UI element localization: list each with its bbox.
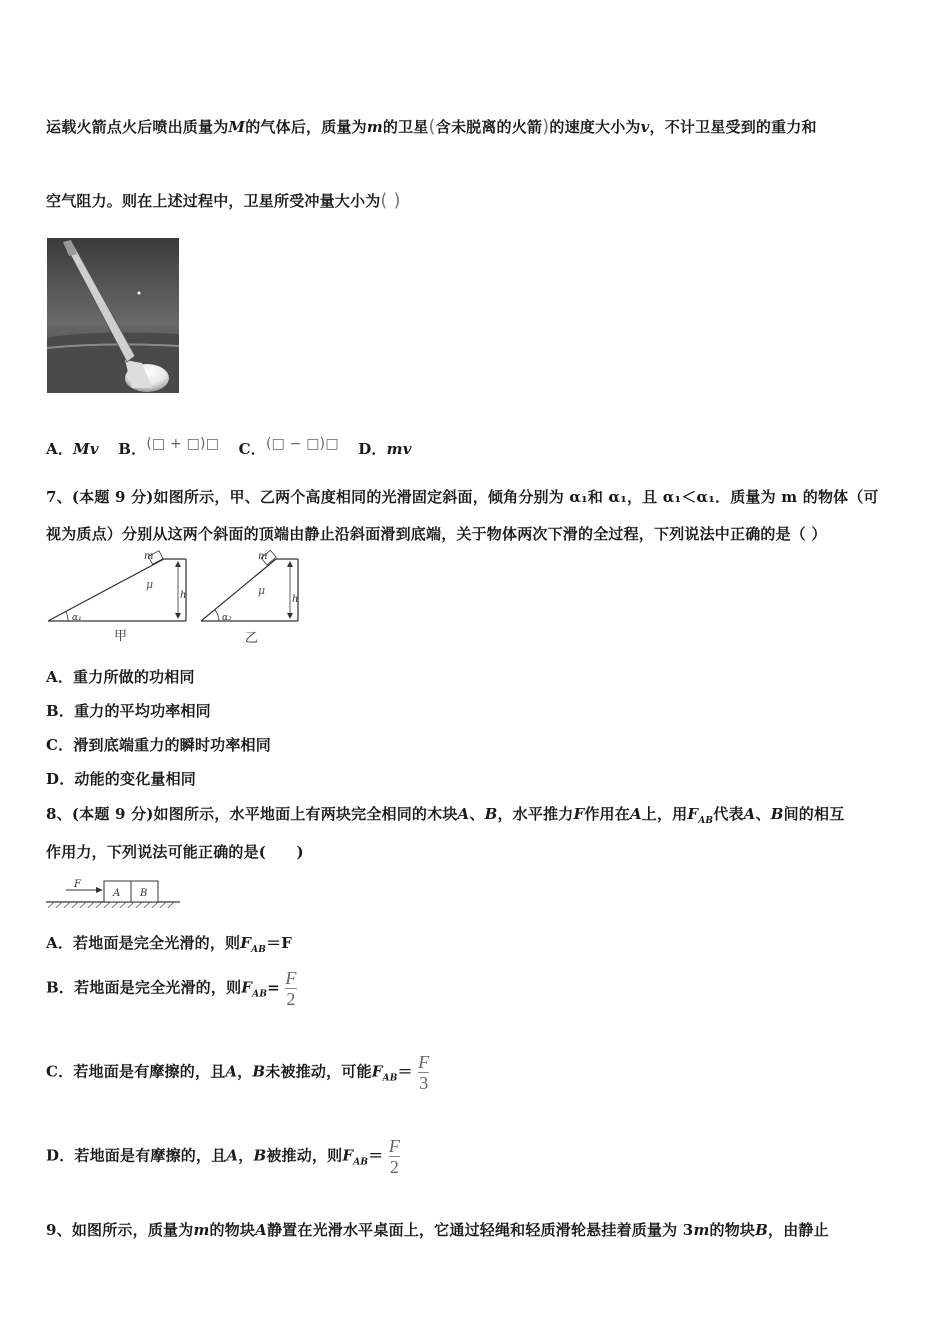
fig-jia-m: m bbox=[144, 551, 154, 562]
subscript: AB bbox=[382, 1073, 398, 1084]
q8-option-a bbox=[46, 932, 292, 955]
blocks-figure bbox=[46, 876, 182, 914]
rocket-photo bbox=[47, 238, 179, 397]
text: C．若地面是有摩擦的，且 bbox=[46, 1062, 226, 1081]
fig-block-b: B bbox=[140, 888, 148, 899]
option-c-formula: (□ − □)□ bbox=[265, 436, 339, 452]
var: m bbox=[693, 1221, 710, 1239]
option-d-value: mv bbox=[386, 440, 412, 458]
text: 代表 bbox=[713, 805, 744, 823]
text: 空气阻力。则在上述过程中，卫星所受冲量大小为 bbox=[46, 192, 381, 210]
q7-option-b bbox=[46, 700, 211, 721]
text: ，水平推力 bbox=[497, 805, 574, 823]
fig-yi-m: m bbox=[258, 551, 268, 562]
fig-block-a: A bbox=[113, 888, 121, 899]
q6-stem-line1 bbox=[46, 116, 817, 137]
text: 静置在光滑水平桌面上，它通过轻绳和轻质滑轮悬挂着质量为 3 bbox=[266, 1221, 694, 1239]
var: F bbox=[573, 805, 585, 823]
text: 的物块 bbox=[709, 1221, 756, 1239]
var: F bbox=[687, 805, 699, 823]
fraction bbox=[285, 968, 296, 1009]
text: C．滑到底端重力的瞬时功率相同 bbox=[46, 736, 271, 754]
var: A bbox=[457, 805, 470, 823]
option-a-value: Mv bbox=[73, 440, 99, 458]
text: 的气体后，质量为 bbox=[245, 118, 367, 136]
numerator: F bbox=[418, 1052, 430, 1072]
subscript: AB bbox=[353, 1157, 369, 1168]
left-paren: ( bbox=[428, 116, 436, 137]
q8-option-c bbox=[46, 1052, 429, 1093]
text: 未被推动，可能 bbox=[265, 1062, 372, 1081]
numerator: F bbox=[285, 968, 297, 988]
option-b-label: B． bbox=[118, 440, 147, 458]
fig-yi-h: h bbox=[292, 594, 299, 605]
text: A．若地面是完全光滑的，则 bbox=[46, 934, 241, 952]
var: B bbox=[755, 1221, 769, 1239]
subscript: AB bbox=[251, 945, 267, 955]
text: ，不计卫星受到的重力和 bbox=[649, 118, 817, 136]
q7-option-d bbox=[46, 768, 196, 789]
q7-option-a bbox=[46, 666, 195, 687]
q6-stem-line2 bbox=[46, 190, 401, 211]
var: B bbox=[253, 1146, 267, 1165]
fig-force-label: F bbox=[74, 879, 81, 890]
text: B．重力的平均功率相同 bbox=[46, 702, 211, 720]
text: ， bbox=[238, 1146, 254, 1165]
var: A bbox=[629, 805, 642, 823]
var-v: v bbox=[640, 118, 650, 136]
q8-stem-line1 bbox=[46, 803, 844, 826]
q7-option-c bbox=[46, 734, 271, 755]
text: 的卫星 bbox=[382, 118, 429, 136]
var-m: m bbox=[366, 118, 383, 136]
text: D．动能的变化量相同 bbox=[46, 770, 197, 788]
text: 作用力，下列说法可能正确的是( ) bbox=[46, 843, 304, 861]
text: 7、(本题 9 分)如图所示，甲、乙两个高度相同的光滑固定斜面，倾角分别为 α₁和 α₁，且 α₁＜α₁．质量为 m 的物体（可 bbox=[46, 488, 879, 506]
var-M: M bbox=[228, 118, 246, 136]
text: 作用在 bbox=[584, 805, 630, 823]
text: 运载火箭点火后喷出质量为 bbox=[46, 118, 229, 136]
var: F bbox=[240, 934, 252, 952]
text: 视为质点）分别从这两个斜面的顶端由静止沿斜面滑到底端，关于物体两次下滑的全过程，下列说法中正确的是（ ） bbox=[46, 525, 827, 543]
fig-label-yi: 乙 bbox=[245, 631, 259, 646]
var: F bbox=[371, 1062, 383, 1081]
subscript: AB bbox=[252, 989, 268, 1000]
q8-option-d bbox=[46, 1136, 400, 1177]
fig-yi-mu: μ bbox=[258, 584, 266, 597]
text: ， bbox=[237, 1062, 253, 1081]
text: 、 bbox=[755, 805, 771, 823]
text: A．重力所做的功相同 bbox=[46, 668, 195, 686]
q9-stem-line1 bbox=[46, 1219, 829, 1240]
text: 含未脱离的火箭 bbox=[435, 118, 543, 136]
fig-yi-alpha: α₂ bbox=[222, 613, 232, 623]
fig-jia-h: h bbox=[180, 590, 187, 601]
var: A bbox=[226, 1146, 239, 1165]
text: 的物块 bbox=[209, 1221, 256, 1239]
var: F bbox=[241, 978, 253, 997]
text: 、 bbox=[469, 805, 485, 823]
var: B bbox=[484, 805, 498, 823]
fig-label-jia: 甲 bbox=[114, 629, 128, 644]
subscript: AB bbox=[698, 816, 714, 826]
text: ＝ bbox=[397, 1062, 413, 1081]
option-c-label: C． bbox=[238, 440, 266, 458]
denominator: 3 bbox=[419, 1073, 429, 1093]
text: = bbox=[267, 978, 280, 997]
denominator: 2 bbox=[389, 1157, 400, 1177]
q8-option-b bbox=[46, 968, 297, 1009]
q7-stem-line1 bbox=[46, 486, 879, 507]
text: B．若地面是完全光滑的，则 bbox=[46, 978, 242, 997]
text: 8、(本题 9 分)如图所示，水平地面上有两块完全相同的木块 bbox=[46, 805, 458, 823]
denominator: 2 bbox=[286, 989, 296, 1009]
right-paren: ) bbox=[542, 116, 550, 137]
text: ＝F bbox=[266, 934, 293, 952]
q6-options bbox=[46, 436, 412, 459]
var: A bbox=[743, 805, 756, 823]
fig-jia-mu: μ bbox=[146, 578, 154, 591]
text: D．若地面是有摩擦的，且 bbox=[46, 1146, 227, 1165]
q8-stem-line2 bbox=[46, 841, 304, 862]
fraction bbox=[389, 1136, 400, 1177]
fraction bbox=[418, 1052, 429, 1093]
text: 被推动，则 bbox=[266, 1146, 343, 1165]
var: B bbox=[252, 1062, 266, 1081]
answer-blank: ( ) bbox=[380, 190, 401, 211]
text: 间的相互 bbox=[783, 805, 845, 823]
var: B bbox=[770, 805, 784, 823]
option-b-formula: (□ + □)□ bbox=[146, 436, 220, 452]
option-d-label: D． bbox=[358, 440, 387, 458]
incline-figure bbox=[46, 550, 316, 650]
var: m bbox=[193, 1221, 210, 1239]
text: 的速度大小为 bbox=[549, 118, 641, 136]
var: A bbox=[255, 1221, 267, 1239]
text: 上，用 bbox=[641, 805, 688, 823]
text: 9、如图所示，质量为 bbox=[46, 1221, 194, 1239]
text: ＝ bbox=[368, 1146, 384, 1165]
text: ，由静止 bbox=[768, 1221, 829, 1239]
option-a-label: A． bbox=[46, 440, 74, 458]
numerator: F bbox=[388, 1136, 401, 1156]
q7-stem-line2 bbox=[46, 523, 827, 544]
fig-jia-alpha: α₁ bbox=[72, 613, 82, 623]
var: A bbox=[225, 1062, 238, 1081]
var: F bbox=[342, 1146, 354, 1165]
